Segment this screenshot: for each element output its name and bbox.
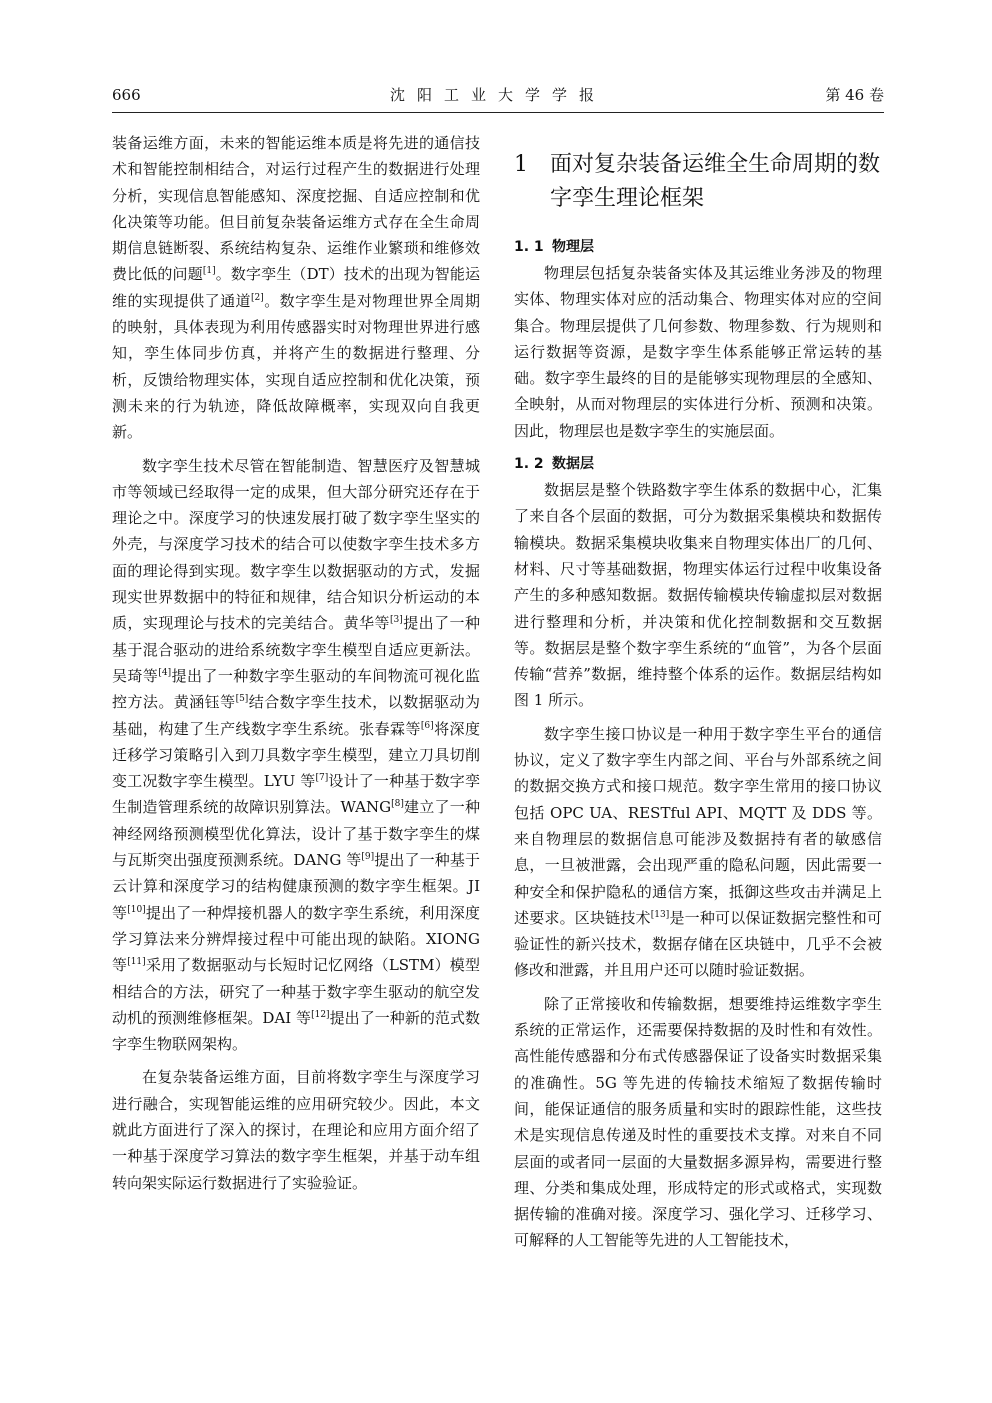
text-run: 设计了一种基于数字孪生制造管理系统的故障识别算法。WANG [112,772,480,817]
text-run: 。数字孪生是对物理世界全周期的映射，具体表现为利用传感器实时对物理世界进行感知，孪生体同步仿真，并将产生的数据进行整理、分析，反馈给物理实体，实现自适应控制和优化决策，预测未来的行为轨迹，降低故障概率，实现双向自我更新。 [112,291,480,442]
citation: [3] [390,615,403,626]
citation: [12] [311,1009,330,1020]
text-run: 建立了一种神经网络预测模型优化算法，设计了基于数字孪生的煤与瓦斯突出强度预测系统。DANG 等 [112,798,480,870]
body-paragraph: 物理层包括复杂装备实体及其运维业务涉及的物理实体、物理实体对应的活动集合、物理实体对应的空间集合。物理层提供了几何参数、物理参数、行为规则和运行数据等资源，是数字孪生体系能够正常运转的基础。数字孪生最终的目的是能够实现物理层的全感知、全映射，从而对物理层的实体进行分析、预测和决策。因此，物理层也是数字孪生的实施层面。 [514,264,882,440]
text-run: 。数字孪生（DT）技术的出现为智能运维的实现提供了通道 [112,265,480,310]
right-column [514,148,882,1261]
citation: [13] [650,909,670,920]
citation: [6] [420,720,434,731]
volume-label: 第 46 卷 [825,86,884,104]
running-header [112,84,884,108]
subsection-title: 数据层 [552,456,594,473]
text-run: 数字孪生接口协议是一种用于数字孪生平台的通信协议，定义了数字孪生内部之间、平台与外部系统之间的数据交换方式和接口规范。数字孪生常用的接口协议包括 OPC UA、RESTful API、MQTT 及 DDS 等。来自物理层的数据信息可能涉及数据持有者的敏感信息，一旦被泄露，会出现严重的隐私问题，因此需要一种安全和保护隐私的通信方案，抵御这些攻击并满足上述要求。区块链技术 [514,724,882,927]
citation: [5] [235,694,249,705]
text-run: 是一种可以保证数据完整性和可验证性的新兴技术，数据存储在区块链中，几乎不会被修改和泄露，并且用户还可以随时验证数据。 [514,908,882,980]
text-run: 提出了一种数字孪生驱动的车间物流可视化监控方法。黄涵钰等 [112,666,480,712]
citation: [1] [202,266,216,277]
subsection-title: 物理层 [552,239,594,255]
section-number: 1 [514,152,528,177]
subsection-heading [514,451,882,477]
text-run: 采用了数据驱动与长短时记忆网络（LSTM）模型相结合的方法，研究了一种基于数字孪生驱动的航空发动机的预测维修框架。DAI 等 [112,956,480,1027]
header-rule [112,112,884,113]
text-run: 数字孪生技术尽管在智能制造、智慧医疗及智慧城市等领域已经取得一定的成果，但大部分研究还存在于理论之中。深度学习的快速发展打破了数字孪生坚实的外壳，与深度学习技术的结合可以使数字孪生技术多方面的理论得到实现。数字孪生以数据驱动的方式，发掘现实世界数据中的特征和规律，结合知识分析运动的本质，实现理论与技术的完美结合。黄华等 [112,456,480,633]
body-paragraph: 数据层是整个铁路数字孪生体系的数据中心，汇集了来自各个层面的数据，可分为数据采集模块和数据传输模块。数据采集模块收集来自物理实体出厂的几何、材料、尺寸等基础数据，物理实体运行过程中收集设备产生的多种感知数据。数据传输模块传输虚拟层对数据进行整理和分析，并决策和优化控制数据和交互数据等。数据层是整个数字孪生系统的“血管”，为各个层面传输“营养”数据，维持整个体系的运作。数据层结构如图 1 所示。 [514,481,882,710]
body-paragraph [514,721,882,984]
text-run: 提出了一种基于混合驱动的进给系统数字孪生模型自适应更新法。吴琦等 [112,614,480,685]
citation: [11] [127,957,146,968]
subsection-number: 1. 1 [514,239,544,255]
citation: [7] [315,773,329,784]
page-number: 666 [112,86,141,104]
text-run: 提出了一种焊接机器人的数字孪生系统，利用深度学习算法来分辨焊接过程中可能出现的缺陷。XIONG 等 [112,903,480,975]
citation: [4] [158,667,172,678]
section-heading [514,148,882,216]
body-paragraph [112,453,480,1058]
text-run: 装备运维方面，未来的智能运维本质是将先进的通信技术和智能控制相结合，对运行过程产生的数据进行处理分析，实现信息智能感知、深度挖掘、自适应控制和优化决策等功能。但目前复杂装备运维方式存在全生命周期信息链断裂、系统结构复杂、运维作业繁琐和维修效费比低的问题 [112,134,480,284]
subsection-number: 1. 2 [514,456,544,473]
journal-name: 沈阳工业大学学报 [389,86,606,104]
text-run: 结合数字孪生技术，以数据驱动为基础，构建了生产线数字孪生系统。张春霖等 [112,693,480,738]
text-run: 提出了一种基于云计算和深度学习的结构健康预测的数字孪生框架。JI 等 [112,851,480,922]
citation: [2] [251,292,264,303]
section-title: 面对复杂装备运维全生命周期的数字孪生理论框架 [550,152,881,211]
left-column [112,130,480,1203]
citation: [9] [361,852,375,863]
citation: [10] [127,904,146,915]
body-paragraph: 除了正常接收和传输数据，想要维持运维数字孪生系统的正常运作，还需要保持数据的及时性和有效性。高性能传感器和分布式传感器保证了设备实时数据采集的准确性。5G 等先进的传输技术缩短了数据传输时间，能保证通信的服务质量和实时的跟踪性能，这些技术是实现信息传递及时性的重要技术支撑。对来自不同层面的或者同一层面的大量数据多源异构，需要进行整理、分类和集成处理，形成特定的形式或格式，实现数据传输的准确对接。深度学习、强化学习、迁移学习、可解释的人工智能等先进的人工智能技术， [514,994,882,1250]
text-run: 提出了一种新的范式数字孪生物联网架构。 [112,1008,480,1054]
body-paragraph [112,130,480,446]
citation: [8] [391,799,404,810]
text-run: 将深度迁移学习策略引入到刀具数字孪生模型，建立刀具切削变工况数字孪生模型。LYU 等 [112,719,480,791]
body-paragraph: 在复杂装备运维方面，目前将数字孪生与深度学习进行融合，实现智能运维的应用研究较少。因此，本文就此方面进行了深入的探讨，在理论和应用方面介绍了一种基于深度学习算法的数字孪生框架，并基于动车组转向架实际运行数据进行了实验验证。 [112,1068,480,1192]
subsection-heading [514,234,882,260]
